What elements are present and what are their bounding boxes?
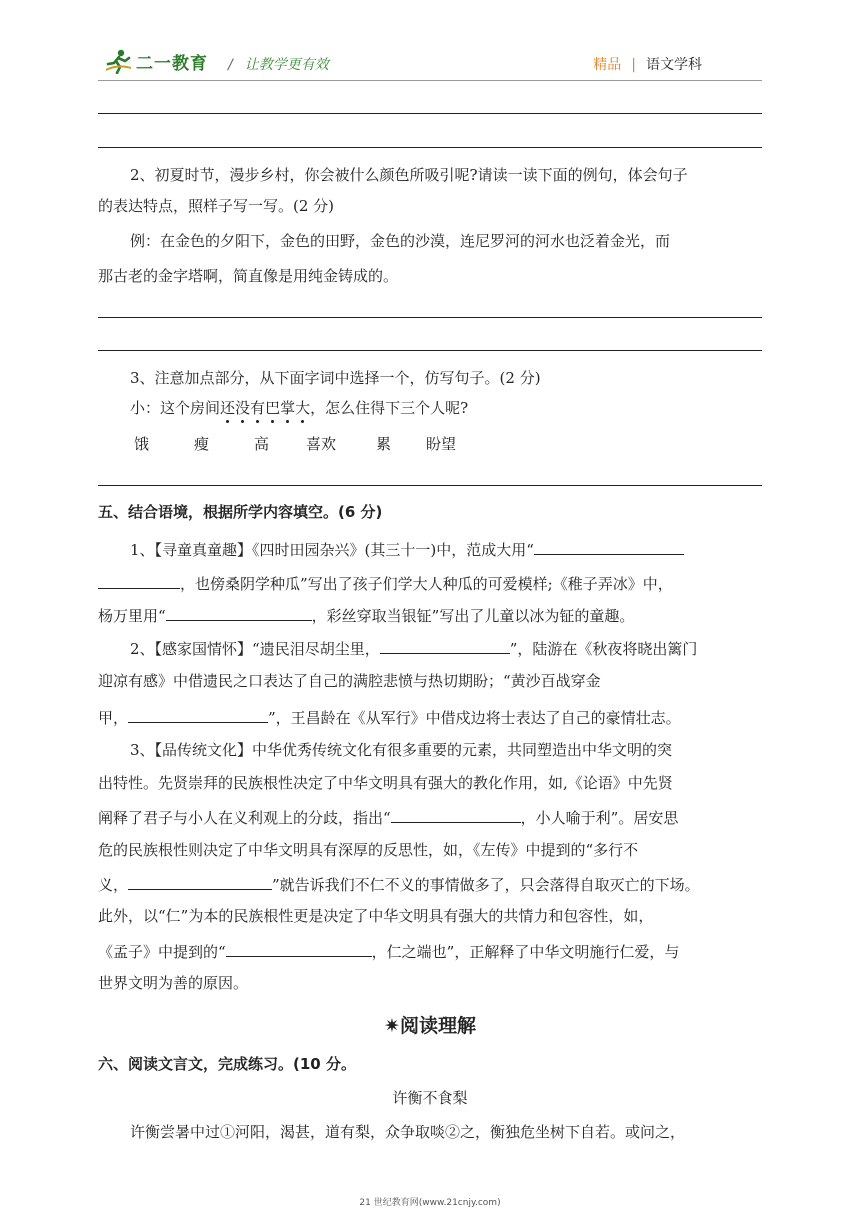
answer-line[interactable] <box>98 317 762 318</box>
s5-p1-text: ，彩丝穿取当银钲”写出了儿童以冰为钲的童趣。 <box>311 607 635 625</box>
s5-p3-line7 <box>98 940 679 962</box>
q2-line2: 的表达特点，照样子写一写。(2 分) <box>98 197 335 215</box>
answer-line[interactable] <box>98 485 762 486</box>
reading-heading: ✷阅读理解 <box>384 1015 476 1037</box>
dotted-char: 巴 <box>265 399 281 417</box>
fill-blank[interactable] <box>98 572 180 589</box>
running-man-icon <box>104 48 132 74</box>
section6-title: 六、阅读文言文，完成练习。(10 分。 <box>98 1055 356 1073</box>
dotted-char: 没 <box>235 399 251 417</box>
quality-label: 精品 <box>593 57 622 73</box>
q3-sentence-end: ，怎么住得下三个人呢? <box>310 399 469 417</box>
logo <box>104 48 208 74</box>
q3-word-choices <box>134 434 456 454</box>
s5-p3-line3 <box>98 806 678 828</box>
s5-p2-text: 2、【感家国情怀】“遗民泪尽胡尘里， <box>130 640 380 658</box>
answer-line <box>98 147 762 148</box>
s5-p1-text: 1、【寻童真童趣】《四时田园杂兴》(其三十一)中，范成大用“ <box>130 541 534 559</box>
q2-example-line2: 那古老的金字塔啊，简直像是用纯金铸成的。 <box>98 267 399 285</box>
answer-line <box>98 113 762 114</box>
fill-blank[interactable] <box>534 538 684 555</box>
s5-p1-text: 杨万里用“ <box>98 607 166 625</box>
s5-p3-line2: 出特性。先贤崇拜的民族根性决定了中华文明具有强大的教化作用，如,《论语》中先贤 <box>98 774 673 792</box>
dotted-char: 有 <box>250 399 266 417</box>
slogan-slash: / <box>228 57 233 73</box>
section5-title: 五、结合语境，根据所学内容填空。(6 分) <box>98 503 383 521</box>
s5-p3-text: ，仁之端也”，正解释了中华文明施行仁爱，与 <box>371 943 680 961</box>
slogan <box>228 54 329 74</box>
fill-blank[interactable] <box>391 806 521 823</box>
slogan-text: 让教学更有效 <box>244 57 329 73</box>
s5-p1-line1 <box>130 538 684 560</box>
q3-example-sentence <box>130 398 468 418</box>
fill-blank[interactable] <box>226 940 372 957</box>
s5-p1-line3 <box>98 604 634 626</box>
s5-p3-text: 阐释了君子与小人在义利观上的分歧，指出“ <box>98 809 391 827</box>
q3-sentence-start: 小：这个房间 <box>130 399 221 417</box>
s5-p2-text: 甲， <box>98 709 129 727</box>
page-footer: 21 世纪教育网(www.21cnjy.com) <box>359 1198 501 1208</box>
answer-line[interactable] <box>98 350 762 351</box>
word-choice: 饿 <box>134 435 150 453</box>
s5-p3-text: ”就告诉我们不仁不义的事情做多了，只会落得自取灭亡的下场。 <box>272 876 700 894</box>
s5-p2-text: ”，王昌龄在《从军行》中借戍边将士表达了自己的豪情壮志。 <box>268 709 681 727</box>
fill-blank[interactable] <box>128 706 268 723</box>
word-choice: 瘦 <box>194 435 210 453</box>
q2-line1: 2、初夏时节，漫步乡村，你会被什么颜色所吸引呢?请读一读下面的例句，体会句子 <box>130 166 688 184</box>
dotted-char: 还 <box>220 399 236 417</box>
s5-p2-line2: 迎凉有感》中借遗民之口表达了自己的满腔悲愤与热切期盼；“黄沙百战穿金 <box>98 672 601 690</box>
subject-label: 语文学科 <box>646 57 702 73</box>
word-choice: 盼望 <box>426 435 457 453</box>
s5-p3-line8: 世界文明为善的原因。 <box>98 974 249 992</box>
logo-text: 二一教育 <box>136 53 208 74</box>
s5-p2-line1 <box>130 637 697 659</box>
fill-blank[interactable] <box>166 604 312 621</box>
fill-blank[interactable] <box>380 637 510 654</box>
s5-p2-text: ”，陆游在《秋夜将晓出篱门 <box>509 640 698 658</box>
s5-p3-text: 《孟子》中提到的“ <box>98 943 226 961</box>
s5-p3-line1: 3、【品传统文化】中华优秀传统文化有很多重要的元素，共同塑造出中华文明的突 <box>130 741 673 759</box>
s5-p3-line4: 危的民族根性则决定了中华文明具有深厚的反思性，如，《左传》中提到的“多行不 <box>98 841 639 859</box>
s5-p2-line3 <box>98 706 681 728</box>
s5-p3-text: 义， <box>98 876 129 894</box>
word-choice: 累 <box>376 435 392 453</box>
page-header <box>98 44 762 82</box>
s5-p3-line5 <box>98 873 700 895</box>
subject-tag <box>593 54 702 74</box>
header-rule <box>98 80 762 81</box>
q2-example-line1: 例：在金色的夕阳下，金色的田野，金色的沙漠，连尼罗河的河水也泛着金光，而 <box>130 232 671 250</box>
s5-p1-text: ，也傍桑阴学种瓜”写出了孩子们学大人种瓜的可爱模样;《稚子弄冰》中， <box>180 575 673 593</box>
fill-blank[interactable] <box>128 873 272 890</box>
s5-p1-line2 <box>98 572 673 594</box>
q3-line1: 3、注意加点部分，从下面字词中选择一个，仿写句子。(2 分) <box>130 369 541 387</box>
word-choice: 高 <box>254 435 270 453</box>
dotted-char: 大 <box>295 399 311 417</box>
header-divider: | <box>631 57 636 73</box>
s5-p3-text: ，小人喻于利”。居安思 <box>520 809 679 827</box>
word-choice: 喜欢 <box>306 435 337 453</box>
passage-line1: 许衡尝暑中过①河阳，渴甚，道有梨，众争取啖②之，衡独危坐树下自若。或问之， <box>130 1123 686 1141</box>
s5-p3-line6: 此外，以“仁”为本的民族根性更是决定了中华文明具有强大的共情力和包容性，如， <box>98 907 654 925</box>
dotted-char: 掌 <box>280 399 296 417</box>
passage-title: 许衡不食梨 <box>392 1089 468 1107</box>
